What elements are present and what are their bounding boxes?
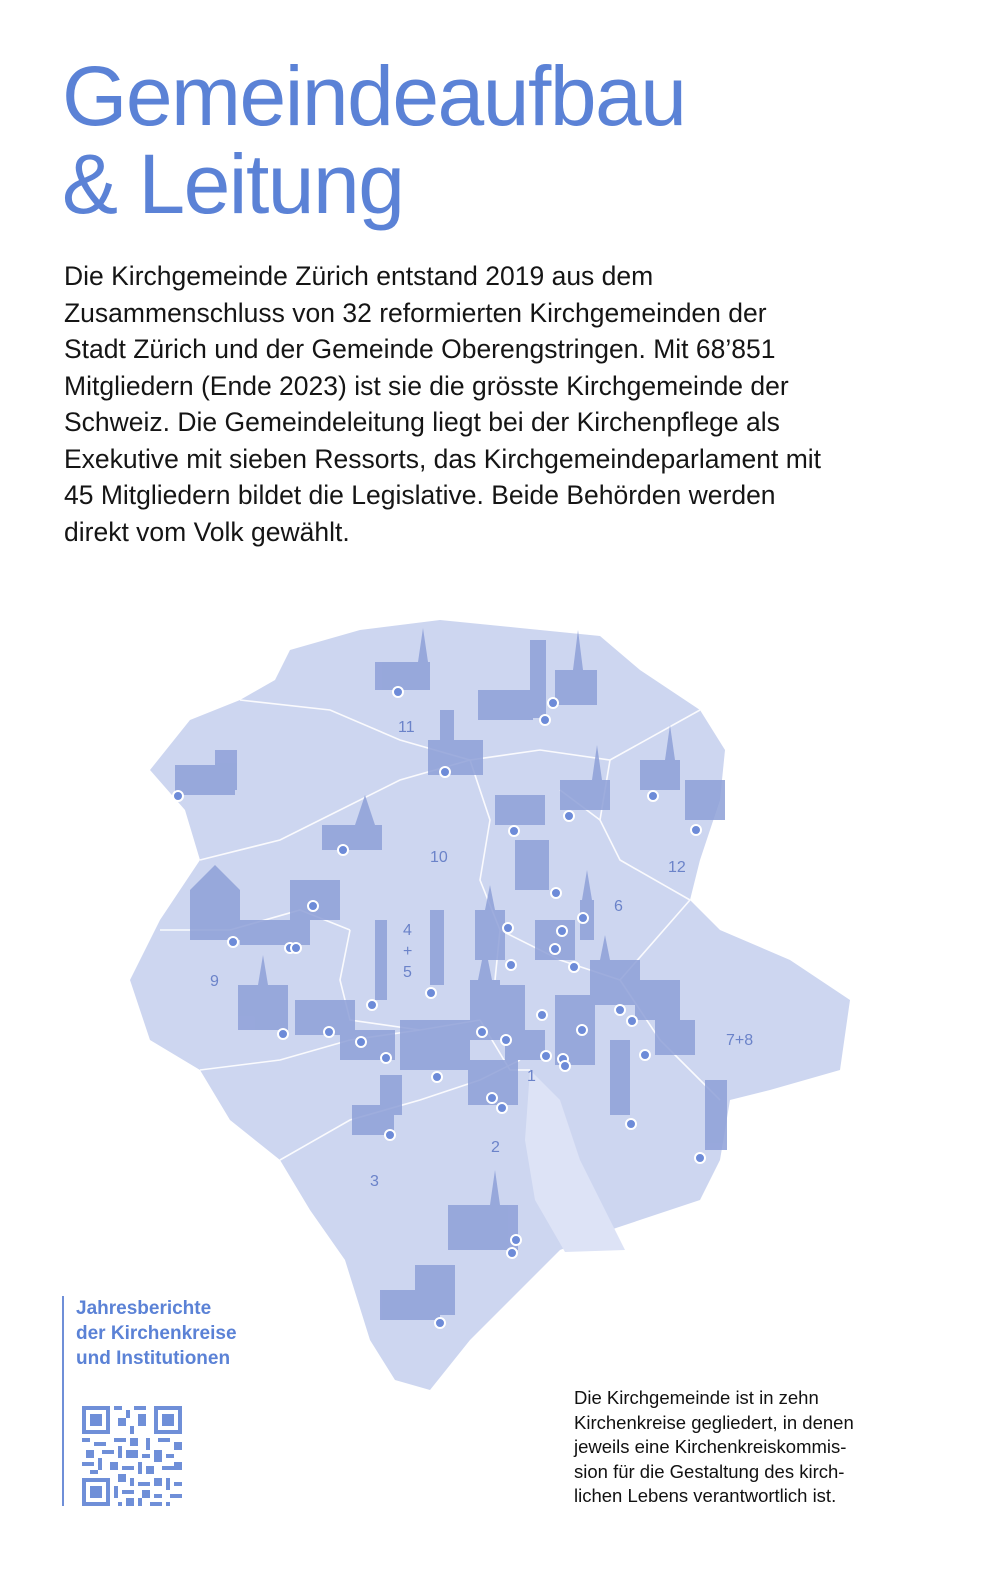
district-label-plus: + (403, 943, 413, 960)
district-label-6: 6 (614, 898, 623, 915)
district-label-10: 10 (430, 849, 448, 866)
pin-22 (426, 988, 436, 998)
pin-28 (324, 1027, 334, 1037)
pin-10 (338, 845, 348, 855)
pin-4 (440, 767, 450, 777)
pin-39 (487, 1093, 497, 1103)
district-label-9: 9 (210, 973, 219, 990)
annual-reports-label (76, 1296, 282, 1371)
building-2 (478, 690, 533, 720)
building-13 (322, 825, 382, 850)
pin-35 (381, 1053, 391, 1063)
building-23 (238, 985, 288, 1030)
district-label-11: 11 (398, 719, 415, 736)
building-32 (635, 980, 680, 1020)
caption-line-3: jeweils eine Kirchenkreiskommis- (574, 1436, 847, 1457)
pin-44 (511, 1235, 521, 1245)
pin-18 (291, 943, 301, 953)
pin-27 (278, 1029, 288, 1039)
building-16 (190, 890, 240, 940)
district-label-5: 5 (403, 964, 412, 981)
caption-line-1: Die Kirchgemeinde ist in zehn (574, 1387, 819, 1408)
map-caption (574, 1386, 934, 1509)
pin-31 (501, 1035, 511, 1045)
pin-26 (627, 1016, 637, 1026)
pin-24 (615, 1005, 625, 1015)
building-33 (655, 1020, 695, 1055)
qr-code-icon[interactable] (82, 1406, 182, 1506)
building-38 (705, 1080, 727, 1150)
district-label-3: 3 (370, 1173, 379, 1190)
caption-line-2: Kirchenkreise gegliedert, in denen (574, 1411, 854, 1433)
pin-2 (548, 698, 558, 708)
building-21 (375, 920, 387, 1000)
pin-8 (509, 826, 519, 836)
pin-9 (691, 825, 701, 835)
building-37 (380, 1075, 402, 1115)
annual-reports-line-2: der Kirchenkreise (76, 1323, 237, 1344)
building-10 (560, 780, 610, 810)
pin-29 (477, 1027, 487, 1037)
pin-43 (695, 1153, 705, 1163)
pin-11 (308, 901, 318, 911)
district-label-4: 4 (403, 922, 412, 939)
page-title (62, 49, 686, 231)
pin-6 (648, 791, 658, 801)
pin-19 (550, 944, 560, 954)
pin-41 (626, 1119, 636, 1129)
pin-21 (569, 962, 579, 972)
pin-7 (564, 811, 574, 821)
pin-40 (497, 1103, 507, 1113)
pin-46 (435, 1318, 445, 1328)
pin-25 (537, 1010, 547, 1020)
building-34 (610, 1040, 630, 1115)
pin-1 (393, 687, 403, 697)
title-line-2: & Leitung (62, 137, 404, 231)
pin-13 (578, 913, 588, 923)
caption-line-5: lichen Lebens verantwortlich ist. (574, 1485, 837, 1506)
pin-23 (367, 1000, 377, 1010)
building-22 (430, 910, 444, 985)
building-11 (640, 760, 680, 790)
pin-14 (503, 923, 513, 933)
building-18 (475, 910, 505, 960)
annual-reports-line-1: Jahresberichte (76, 1298, 212, 1319)
pin-30 (577, 1025, 587, 1035)
building-3 (530, 640, 546, 718)
pin-16 (228, 937, 238, 947)
building-15 (290, 880, 340, 920)
district-label-12: 12 (668, 859, 686, 876)
building-39 (448, 1205, 518, 1250)
pin-33 (541, 1051, 551, 1061)
building-31 (590, 960, 640, 1005)
building-26 (400, 1020, 470, 1070)
intro-paragraph: Die Kirchgemeinde Zürich entstand 2019 aus dem Zusammenschluss von 32 reformierten Kirchgemeinden der Stadt Zürich und der Gemeinde Oberengstringen. Mit 68’851 Mitgliedern (Ende 2023) ist sie die grösste Kirchgemeinde der Schweiz. Die Gemeindeleitung liegt bei der Kirchenpflege als Exekutive mit sieben Ressorts, das Kirchgemeindeparlament mit 45 Mitgliedern bildet die Legislative. Beide Behörden werden direkt vom Volk gewählt. (64, 261, 822, 547)
caption-line-4: sion für die Gestaltung des kirch- (574, 1460, 845, 1482)
building-9 (495, 795, 545, 825)
pin-45 (507, 1248, 517, 1258)
pin-12 (551, 888, 561, 898)
building-8 (215, 750, 237, 790)
pin-38 (432, 1072, 442, 1082)
district-label-7-8: 7+8 (726, 1032, 754, 1049)
building-12 (685, 780, 725, 820)
building-1 (375, 662, 430, 690)
building-4 (555, 670, 597, 705)
annual-reports-section (62, 1296, 282, 1506)
pin-15 (557, 926, 567, 936)
building-17 (240, 920, 310, 945)
building-14 (515, 840, 549, 890)
pin-5 (173, 791, 183, 801)
pin-34 (640, 1050, 650, 1060)
pin-42 (385, 1130, 395, 1140)
building-41 (415, 1265, 455, 1315)
pin-37 (560, 1061, 570, 1071)
pin-3 (540, 715, 550, 725)
pin-32 (356, 1037, 366, 1047)
district-label-2: 2 (491, 1139, 500, 1156)
annual-reports-line-3: und Institutionen (76, 1348, 231, 1369)
building-6 (428, 740, 483, 775)
pin-20 (506, 960, 516, 970)
building-29 (505, 1030, 545, 1060)
district-label-1: 1 (527, 1068, 536, 1085)
title-line-1: Gemeindeaufbau (62, 49, 686, 143)
